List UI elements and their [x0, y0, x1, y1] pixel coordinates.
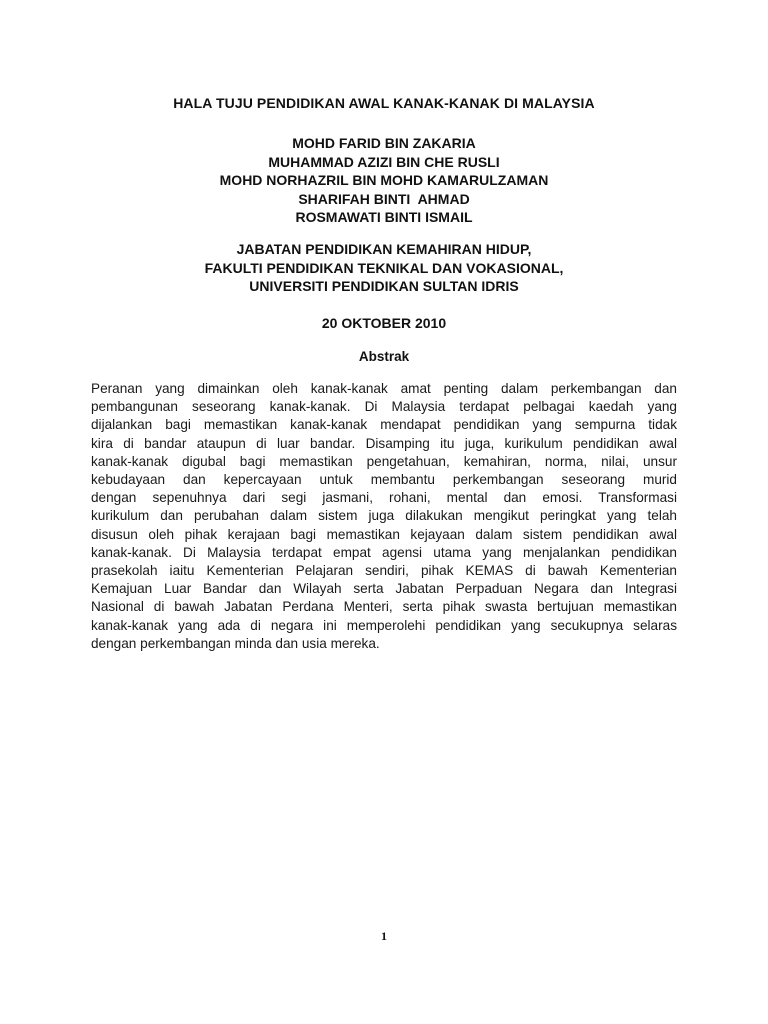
- author-name: MOHD FARID BIN ZAKARIA: [292, 135, 476, 151]
- author-name: MUHAMMAD AZIZI BIN CHE RUSLI: [268, 153, 500, 170]
- author-name: MOHD NORHAZRIL BIN MOHD KAMARULZAMAN: [219, 172, 549, 188]
- abstract-line: pembangunan seseorang kanak-kanak. Di Malaysia terdapat pelbagai kaedah yang: [91, 399, 677, 415]
- abstract-line: prasekolah iaitu Kementerian Pelajaran sendiri, pihak KEMAS di bawah Kementerian: [91, 563, 677, 579]
- abstract-line: Kemajuan Luar Bandar dan Wilayah serta Jabatan Perpaduan Negara dan Integrasi: [91, 581, 677, 597]
- affiliation-line: FAKULTI PENDIDIKAN TEKNIKAL DAN VOKASIONAL,: [204, 259, 564, 276]
- abstract-line: dengan sepenuhnya dari segi jasmani, rohani, mental dan emosi. Transformasi: [91, 490, 677, 506]
- affiliation-line: UNIVERSITI PENDIDIKAN SULTAN IDRIS: [249, 278, 519, 294]
- abstract-line: dijalankan bagi memastikan kanak-kanak mendapat pendidikan yang sempurna tidak: [91, 417, 677, 433]
- page-number: 1: [381, 929, 387, 943]
- abstract-line: kira di bandar ataupun di luar bandar. Disamping itu juga, kurikulum pendidikan awal: [91, 435, 677, 451]
- abstract-line: kurikulum dan perubahan dalam sistem juga dilakukan mengikut peringkat yang telah: [91, 508, 677, 524]
- author-name: SHARIFAH BINTI AHMAD: [298, 190, 470, 207]
- abstract-line: Nasional di bawah Jabatan Perdana Menteri, serta pihak swasta bertujuan memastikan: [91, 599, 677, 615]
- abstract-body: [91, 380, 677, 653]
- affiliation-line: JABATAN PENDIDIKAN KEMAHIRAN HIDUP,: [236, 241, 532, 257]
- abstract-line: kanak-kanak. Di Malaysia terdapat empat agensi utama yang menjalankan pendidikan: [91, 544, 677, 560]
- abstract-heading: Abstrak: [358, 349, 410, 364]
- author-list: [0, 134, 768, 227]
- publication-date: 20 OKTOBER 2010: [321, 315, 447, 331]
- abstract-line: disusun oleh pihak kerajaan bagi memastikan kejayaan dalam sistem pendidikan awal: [91, 526, 677, 542]
- abstract-line: kanak-kanak digubal bagi memastikan pengetahuan, kemahiran, norma, nilai, unsur: [91, 453, 677, 469]
- paper-title: HALA TUJU PENDIDIKAN AWAL KANAK-KANAK DI MALAYSIA: [173, 95, 595, 111]
- abstract-line: Peranan yang dimainkan oleh kanak-kanak amat penting dalam perkembangan dan: [91, 381, 677, 396]
- affiliation-block: [0, 240, 768, 296]
- abstract-line: kanak-kanak yang ada di negara ini memperolehi pendidikan yang secukupnya selaras: [91, 617, 677, 633]
- author-name: ROSMAWATI BINTI ISMAIL: [295, 209, 473, 225]
- abstract-line: kebudayaan dan kepercayaan untuk membantu perkembangan seseorang murid: [91, 472, 677, 488]
- abstract-line: dengan perkembangan minda dan usia mereka.: [91, 635, 380, 651]
